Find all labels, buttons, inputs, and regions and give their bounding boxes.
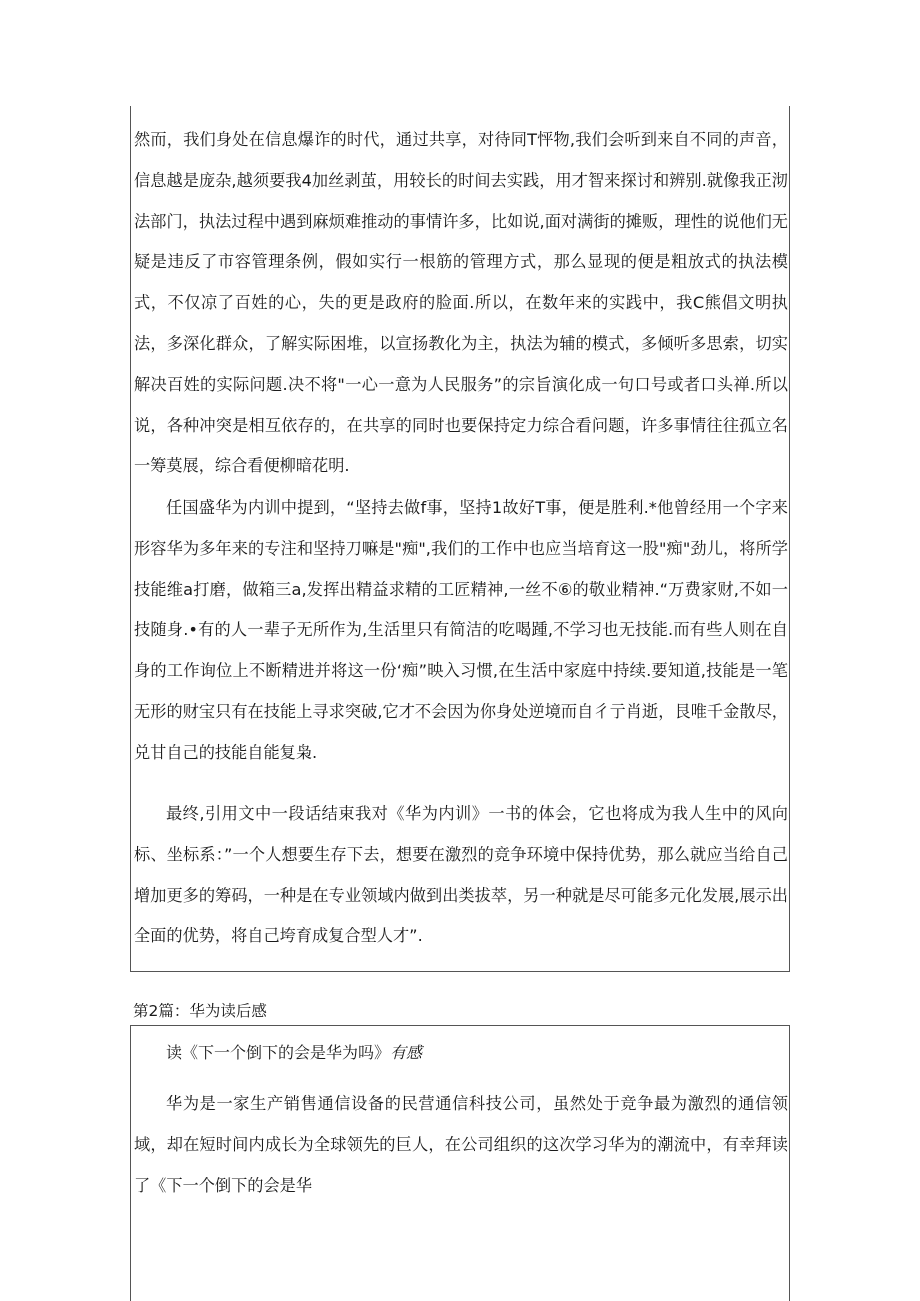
section-heading: 第2篇：华为读后感 <box>133 1002 267 1020</box>
article-box <box>130 106 790 972</box>
paragraph-3: 最终,引用文中一段话结束我对《华为内训》一书的体会，它也将成为我人生中的风向标、坐标系：”一个人想要生存下去，想要在激烈的竞争环境中保持优势，那么就应当给自己增加更多的筹码，一种是在专业领域内做到出类拔萃，另一种就是尽可能多元化发展,展示出全面的优势，将自己垮育成复合型人才”. <box>134 804 788 946</box>
paragraph-1: 然而，我们身处在信息爆诈的时代，通过共享，对待同T怦物,我们会听到来自不同的声音，信息越是庞杂,越须要我4加丝剥茧，用较长的时间去实践，用才智来探讨和辨别.就像我正沏法部门，执法过程中遇到麻烦难推动的事情许多，比如说,面对满街的摊贩，理性的说他们无疑是违反了市容管理条例，假如实行一根筋的管理方式，那么显现的便是粗放式的执法模式，不仅凉了百姓的心，失的更是政府的脸面.所以，在数年来的实践中，我C熊倡文明执法，多深化群众，了解实际困堆，以宣扬教化为主，执法为辅的模式，多倾听多思索，切实解决百姓的实际问题.决不将"一心一意为人民服务”的宗旨演化成一句口号或者口头禅.所以说，各种冲突是相互依存的，在共享的同时也要保持定力综合看问题，许多事情往往孤立名一筹莫展，综合看便柳暗花明. <box>134 130 788 476</box>
paragraph-2: 任国盛华为内训中提到，“坚持去做f事，坚持1故好T事，便是胜利.*他曾经用一个字来形容华为多年来的专注和坚持刀嘛是"痴",我们的工作中也应当培育这一股"痴"劲儿，将所学技能维a打磨，做箱三a,发挥出精益求精的工匠精神,一丝不⑥的敬业精神.“万费家财,不如一技随身.•有的人一辈子无所作为,生活里只有简洁的吃喝踵,不学习也无技能.而有些人则在自身的工作询位上不断精进并将这一份‘痴”映入习惯,在生活中家庭中持续.要知道,技能是一笔无形的财宝只有在技能上寻求突破,它才不会因为你身处逆境而自彳亍肖逝，艮唯千金散尽，兑甘自己的技能自能复枭. <box>134 498 788 762</box>
subheading-main: 读《下一个倒下的会是华为吗》 <box>166 1043 391 1062</box>
subheading-tail: 有感 <box>390 1043 423 1062</box>
article-subheading <box>166 1041 422 1065</box>
paragraph-4: 华为是一家生产销售通信设备的民营通信科技公司，虽然处于竞争最为激烈的通信领域，却在短时间内成长为全球领先的巨人，在公司组织的这次学习华为的潮流中，有幸拜读了《下一个倒下的会是华 <box>134 1094 788 1195</box>
article-box-2 <box>130 1025 790 1301</box>
